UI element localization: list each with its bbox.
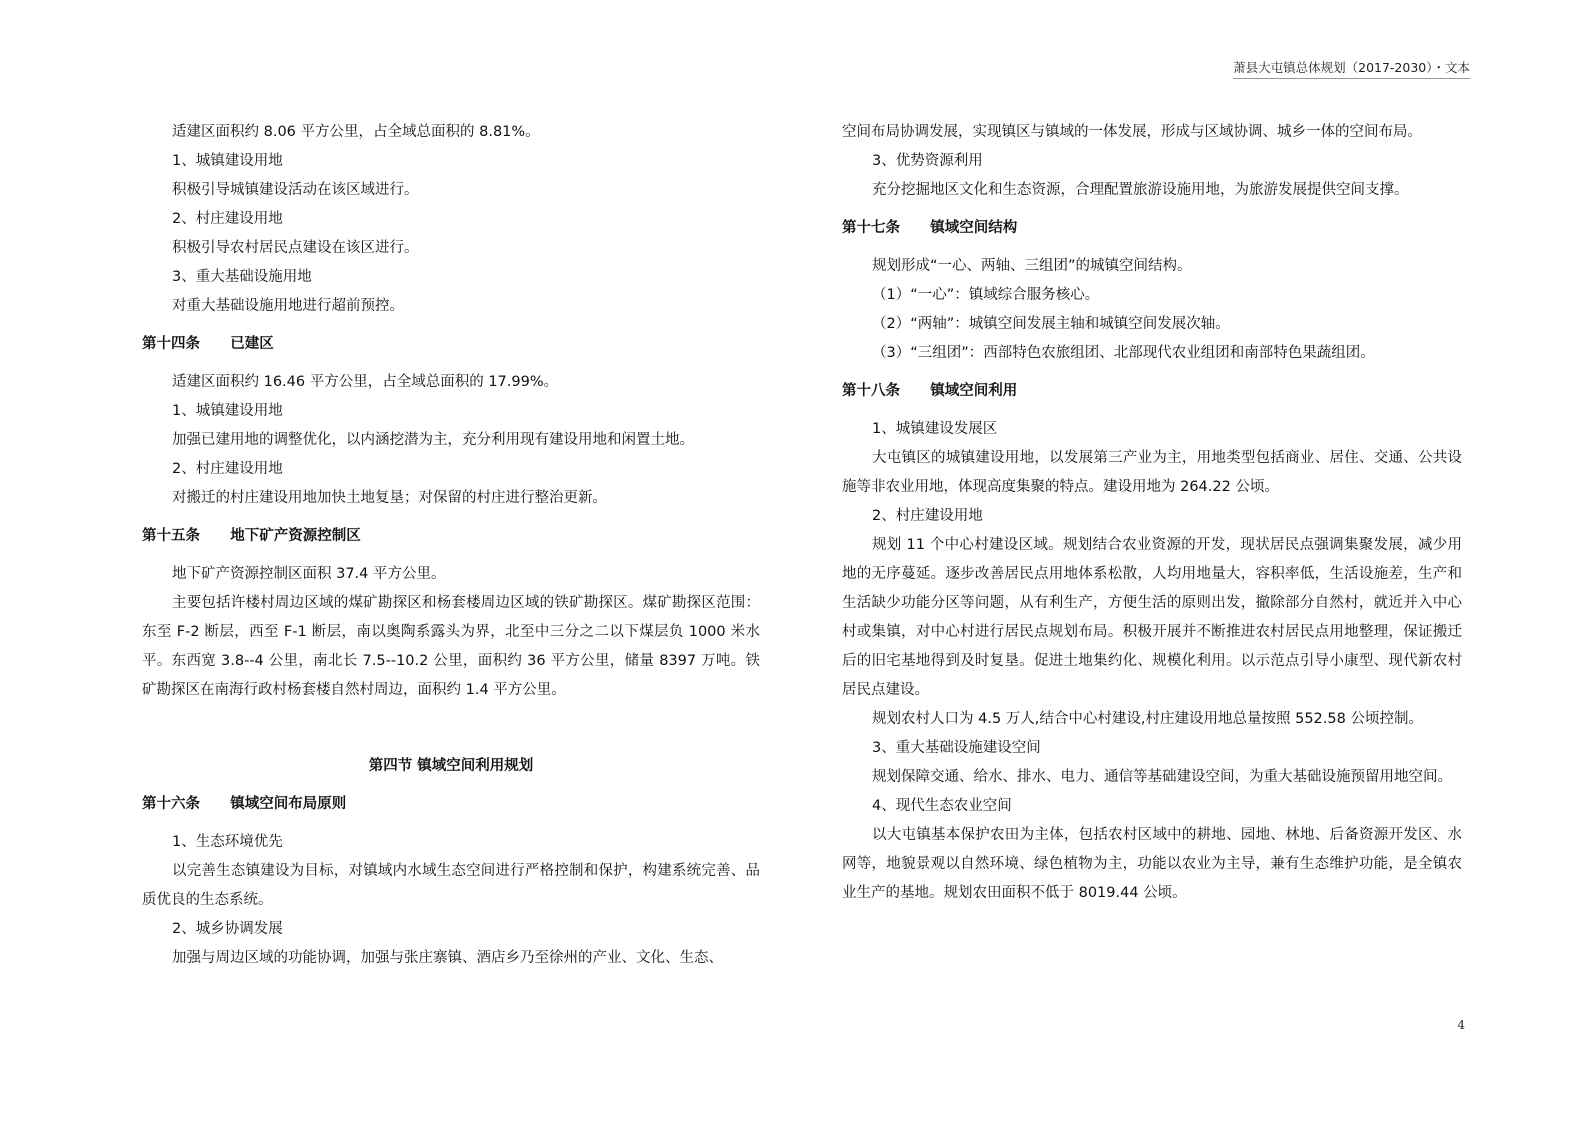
paragraph: 加强已建用地的调整优化，以内涵挖潜为主，充分利用现有建设用地和闲置土地。	[172, 432, 694, 448]
paragraph: 以完善生态镇建设为目标，对镇域内水域生态空间进行严格控制和保护，构建系统完善、品质优良的生态系统。	[142, 863, 760, 908]
section-heading: 第四节 镇域空间利用规划	[368, 758, 534, 774]
article-heading-14: 第十四条 已建区	[142, 336, 274, 352]
list-item: 3、优势资源利用	[872, 153, 983, 169]
list-item: 2、村庄建设用地	[872, 508, 983, 524]
paragraph: 适建区面积约 16.46 平方公里，占全域总面积的 17.99%。	[172, 374, 559, 390]
right-column	[842, 118, 1462, 908]
list-item: 1、城镇建设发展区	[872, 421, 998, 437]
list-item: （3）“三组团”：西部特色农旅组团、北部现代农业组团和南部特色果蔬组团。	[872, 345, 1375, 361]
paragraph: 规划农村人口为 4.5 万人,结合中心村建设,村庄建设用地总量按照 552.58 公顷控制。	[872, 711, 1423, 727]
paragraph-continued: 空间布局协调发展，实现镇区与镇域的一体发展，形成与区域协调、城乡一体的空间布局。	[842, 124, 1422, 140]
list-item: 4、现代生态农业空间	[872, 798, 1012, 814]
paragraph: 充分挖掘地区文化和生态资源，合理配置旅游设施用地，为旅游发展提供空间支撑。	[872, 182, 1409, 198]
article-heading-16: 第十六条 镇域空间布局原则	[142, 796, 347, 812]
paragraph: 对重大基础设施用地进行超前预控。	[172, 298, 404, 314]
paragraph: 积极引导城镇建设活动在该区域进行。	[172, 182, 419, 198]
list-item: 3、重大基础设施建设空间	[872, 740, 1041, 756]
list-item: 1、城镇建设用地	[172, 153, 283, 169]
list-item: 3、重大基础设施用地	[172, 269, 312, 285]
list-item: 2、城乡协调发展	[172, 921, 283, 937]
paragraph: 大屯镇区的城镇建设用地，以发展第三产业为主，用地类型包括商业、居住、交通、公共设施等非农业用地，体现高度集聚的特点。建设用地为 264.22 公顷。	[842, 450, 1462, 495]
paragraph: 主要包括许楼村周边区域的煤矿勘探区和杨套楼周边区域的铁矿勘探区。煤矿勘探区范围：东至 F-2 断层，西至 F-1 断层，南以奥陶系露头为界，北至中三分之二以下煤层负 1000 米水平。东西宽 3.8--4 公里，南北长 7.5--10.2 公里，面积约 36 平方公里，储量 8397 万吨。铁矿勘探区在南海行政村杨套楼自然村周边，面积约 1.4 平方公里。	[142, 595, 760, 698]
list-item: （1）“一心”：镇域综合服务核心。	[872, 287, 1100, 303]
paragraph: 适建区面积约 8.06 平方公里，占全域总面积的 8.81%。	[172, 124, 540, 140]
list-item: 2、村庄建设用地	[172, 461, 283, 477]
paragraph: 规划保障交通、给水、排水、电力、通信等基础建设空间，为重大基础设施预留用地空间。	[872, 769, 1452, 785]
list-item: （2）“两轴”：城镇空间发展主轴和城镇空间发展次轴。	[872, 316, 1230, 332]
paragraph: 对搬迁的村庄建设用地加快土地复垦；对保留的村庄进行整治更新。	[172, 490, 607, 506]
running-header: 萧县大屯镇总体规划（2017-2030）・文本	[1233, 58, 1470, 79]
paragraph: 地下矿产资源控制区面积 37.4 平方公里。	[172, 566, 446, 582]
paragraph: 积极引导农村居民点建设在该区进行。	[172, 240, 419, 256]
list-item: 2、村庄建设用地	[172, 211, 283, 227]
article-heading-15: 第十五条 地下矿产资源控制区	[142, 528, 361, 544]
paragraph: 规划 11 个中心村建设区域。规划结合农业资源的开发，现状居民点强调集聚发展，减少用地的无序蔓延。逐步改善居民点用地体系松散，人均用地量大，容积率低，生活设施差，生产和生活缺少功能分区等问题，从有利生产，方便生活的原则出发，撤除部分自然村，就近并入中心村或集镇，对中心村进行居民点规划布局。积极开展并不断推进农村居民点用地整理，保证搬迁后的旧宅基地得到及时复垦。促进土地集约化、规模化利用。以示范点引导小康型、现代新农村居民点建设。	[842, 537, 1462, 698]
left-column	[142, 118, 760, 973]
article-heading-17: 第十七条 镇域空间结构	[842, 220, 1018, 236]
paragraph: 以大屯镇基本保护农田为主体，包括农村区域中的耕地、园地、林地、后备资源开发区、水网等，地貌景观以自然环境、绿色植物为主，功能以农业为主导，兼有生态维护功能，是全镇农业生产的基地。规划农田面积不低于 8019.44 公顷。	[842, 827, 1462, 901]
paragraph: 规划形成“一心、两轴、三组团”的城镇空间结构。	[872, 258, 1192, 274]
list-item: 1、城镇建设用地	[172, 403, 283, 419]
paragraph: 加强与周边区域的功能协调，加强与张庄寨镇、酒店乡乃至徐州的产业、文化、生态、	[172, 950, 723, 966]
list-item: 1、生态环境优先	[172, 834, 283, 850]
page-number: 4	[1457, 1018, 1465, 1032]
article-heading-18: 第十八条 镇域空间利用	[842, 383, 1018, 399]
